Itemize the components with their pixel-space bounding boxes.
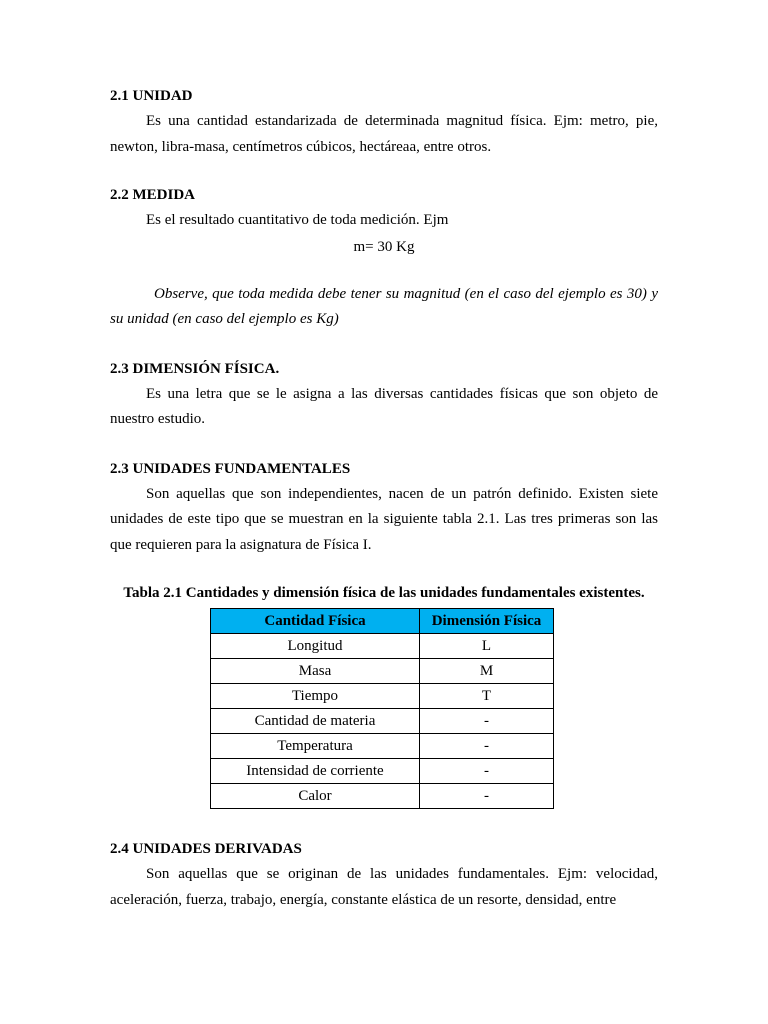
table-row [211,634,554,659]
cell-dimension: - [420,709,554,734]
cell-dimension: - [420,784,554,809]
cell-quantity: Longitud [211,634,420,659]
cell-dimension: - [420,759,554,784]
medida-note: Observe, que toda medida debe tener su magnitud (en el caso del ejemplo es 30) y su unidad (en caso del ejemplo es Kg) [110,285,658,327]
table-row [211,659,554,684]
header-cantidad: Cantidad Física [211,609,420,634]
paragraph-fundamentales: Son aquellas que son independientes, nacen de un patrón definido. Existen siete unidades de este tipo que se muestran en la siguiente tabla 2.1. Las tres primeras son las que requieren para la asignatura de Física I. [110,485,658,553]
cell-dimension: - [420,734,554,759]
document-page [110,83,658,913]
header-dimension: Dimensión Física [420,609,554,634]
heading-fundamentales: 2.3 UNIDADES FUNDAMENTALES [110,460,351,477]
heading-dimension: 2.3 DIMENSIÓN FÍSICA. [110,360,280,377]
table-row [211,734,554,759]
cell-quantity: Tiempo [211,684,420,709]
cell-quantity: Calor [211,784,420,809]
paragraph-unidad: Es una cantidad estandarizada de determinada magnitud física. Ejm: metro, pie, newton, libra-masa, centímetros cúbicos, hectáreaa, entre otros. [110,113,658,155]
cell-dimension: T [420,684,554,709]
paragraph-derivadas: Son aquellas que se originan de las unidades fundamentales. Ejm: velocidad, aceleración, fuerza, trabajo, energía, constante elástica de un resorte, densidad, entre [110,866,658,908]
cell-quantity: Cantidad de materia [211,709,420,734]
heading-medida: 2.2 MEDIDA [110,187,195,203]
cell-quantity: Intensidad de corriente [211,759,420,784]
table-row [211,759,554,784]
heading-unidad: 2.1 UNIDAD [110,88,193,104]
cell-quantity: Masa [211,659,420,684]
table-caption: Tabla 2.1 Cantidades y dimensión física de las unidades fundamentales existentes. [123,585,645,601]
heading-derivadas: 2.4 UNIDADES DERIVADAS [110,841,302,857]
units-table [210,608,554,809]
table-header-row [211,609,554,634]
cell-dimension: L [420,634,554,659]
cell-dimension: M [420,659,554,684]
paragraph-dimension: Es una letra que se le asigna a las diversas cantidades físicas que son objeto de nuestro estudio. [110,385,658,427]
table-row [211,684,554,709]
medida-example: m= 30 Kg [353,238,415,255]
table-row [211,709,554,734]
table-row [211,784,554,809]
cell-quantity: Temperatura [211,734,420,759]
paragraph-medida: Es el resultado cuantitativo de toda medición. Ejm [146,212,449,228]
